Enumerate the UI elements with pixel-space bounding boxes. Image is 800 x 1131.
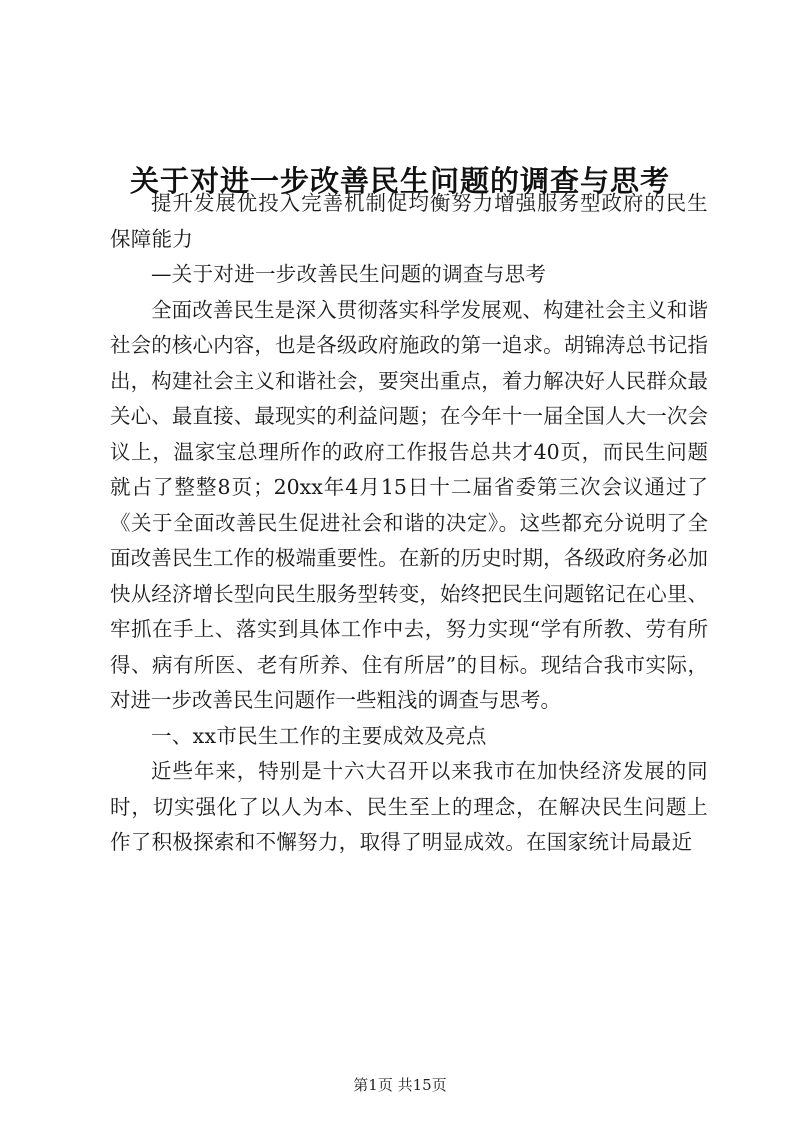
document-body (110, 186, 708, 861)
section-paragraph: 近些年来，特别是十六大召开以来我市在加快经济发展的同时，切实强化了以人为本、民生至上的理念，在解决民生问题上作了积极探索和不懈努力，取得了明显成效。在国家统计局最近 (110, 759, 708, 854)
document-title: 关于对进一步改善民生问题的调查与思考 (129, 164, 670, 199)
intro-paragraph: 全面改善民生是深入贯彻落实科学发展观、构建社会主义和谐社会的核心内容，也是各级政府施政的第一追求。胡锦涛总书记指出，构建社会主义和谐社会，要突出重点，着力解决好人民群众最关心、最直接、最现实的利益问题；在今年十一届全国人大一次会议上，温家宝总理所作的政府工作报告总共才40页，而民生问题就占了整整8页；20xx年4月15日十二届省委第三次会议通过了《关于全面改善民生促进社会和谐的决定》。这些都充分说明了全面改善民生工作的极端重要性。在新的历史时期，各级政府务必加快从经济增长型向民生服务型转变，始终把民生问题铭记在心里、牢抓在手上、落实到具体工作中去，努力实现“学有所教、劳有所得、病有所医、老有所养、住有所居”的目标。现结合我市实际，对进一步改善民生问题作一些粗浅的调查与思考。 (110, 297, 708, 712)
page-number-footer: 第1页 共15页 (353, 1076, 447, 1094)
subtitle-paragraph: 提升发展优投入完善机制促均衡努力增强服务型政府的民生保障能力 (110, 191, 708, 251)
section-heading: 一、xx市民生工作的主要成效及亮点 (151, 723, 487, 748)
subtitle-dash-paragraph: —关于对进一步改善民生问题的调查与思考 (151, 262, 547, 286)
